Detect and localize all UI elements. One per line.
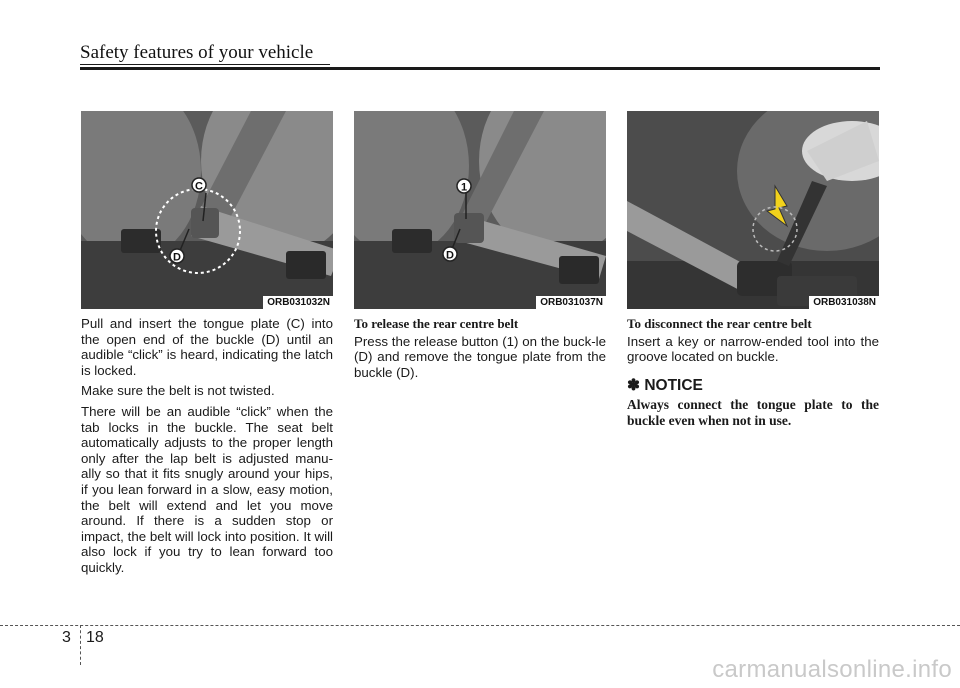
notice-body: Always connect the tongue plate to the buckle even when not in use. (627, 397, 879, 428)
paragraph-disconnect: Insert a key or narrow-ended tool into the groove located on buckle. (627, 333, 879, 365)
chapter-number: 3 (62, 629, 71, 646)
text-column-1 (81, 316, 333, 581)
figure-release-button (354, 111, 606, 309)
callout-c: C (195, 180, 203, 193)
paragraph-click-lock: There will be an audible “click” when the tab locks in the buckle. The seat belt automatically adjusts to the proper length only after the lap belt is adjusted manu-ally so that it fits snugly around your hips, if you lean forward in a slow, easy motion, the belt will extend and let you move around. If there is a sudden stop or impact, the belt will lock into position. It will also lock if you try to lean forward too quickly. (81, 403, 333, 575)
notice-title: NOTICE (644, 376, 703, 394)
figure-code: ORB031032N (263, 296, 333, 309)
figure-code: ORB031037N (536, 296, 606, 309)
header-divider-thin (80, 64, 330, 65)
callout-d: D (446, 249, 454, 262)
figure-code: ORB031038N (809, 296, 879, 309)
paragraph-not-twisted: Make sure the belt is not twisted. (81, 383, 275, 399)
text-column-3 (627, 316, 879, 428)
figure-buckle-insert (81, 111, 333, 309)
header-divider (80, 67, 880, 70)
footer-vertical-divider (80, 625, 81, 665)
text-column-2 (354, 316, 606, 385)
page-header-title: Safety features of your vehicle (80, 42, 314, 63)
notice-heading (627, 378, 879, 394)
page-number: 18 (86, 629, 104, 646)
paragraph-insert-tongue: Pull and insert the tongue plate (C) into the open end of the buckle (D) until an audible “click” is heard, indicating the latch is locked. (81, 316, 333, 378)
callout-d: D (173, 251, 181, 264)
figure-disconnect-tool (627, 111, 879, 309)
callout-1: 1 (460, 181, 468, 194)
notice-symbol-icon: ✽ (627, 376, 640, 394)
paragraph-release: Press the release button (1) on the buck-le (D) and remove the tongue plate from the buckle (D). (354, 333, 606, 380)
watermark: carmanualsonline.info (712, 656, 952, 683)
section-heading-disconnect: To disconnect the rear centre belt (627, 316, 812, 331)
section-heading-release: To release the rear centre belt (354, 316, 519, 331)
footer-divider (0, 625, 960, 626)
